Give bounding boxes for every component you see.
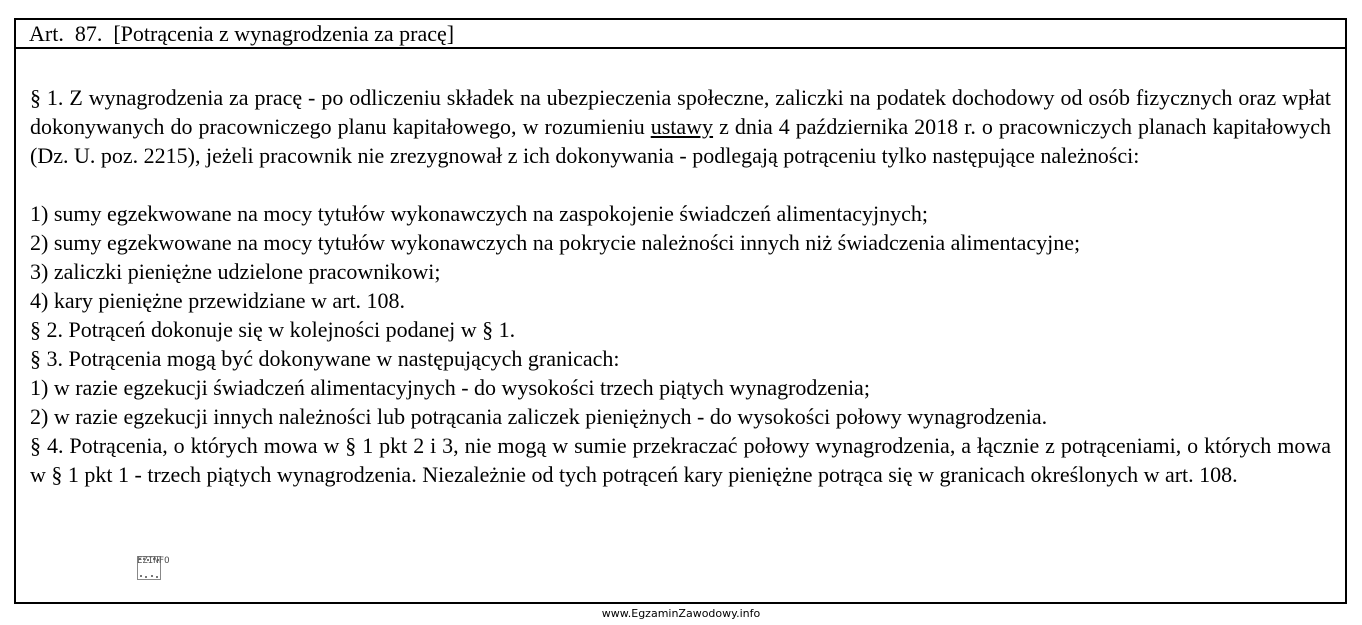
paragraph-1-text-b: z dnia 4 października 2018 r. o pracowniczych planach kapitałowych (Dz. U. poz. 2215), jeżeli pracownik nie zrezygnował z ich dokonywania - podlegają potrąceniu tylko następujące należności: — [30, 114, 1331, 168]
law-link[interactable]: ustawy — [650, 114, 714, 139]
list-item: 1) sumy egzekwowane na mocy tytułów wykonawczych na zaspokojenie świadczeń alimentacyjnych; — [30, 201, 929, 226]
paragraph-1 — [30, 83, 1331, 170]
list-item: 1) w razie egzekucji świadczeń alimentacyjnych - do wysokości trzech piątych wynagrodzenia; — [30, 375, 870, 400]
list-item: 4) kary pieniężne przewidziane w art. 108. — [30, 288, 406, 313]
paragraph-4: § 4. Potrącenia, o których mowa w § 1 pkt 2 i 3, nie mogą w sumie przekraczać połowy wynagrodzenia, a łącznie z potrąceniami, o których mowa w § 1 pkt 1 - trzech piątych wynagrodzenia. Niezależnie od tych potrąceń kary pieniężne potrąca się w granicach określonych w art. 108. — [30, 433, 1331, 487]
article-title: Art. 87. [Potrącenia z wynagrodzenia za pracę] — [16, 20, 1345, 49]
list-item: 2) w razie egzekucji innych należności lub potrącania zaliczek pieniężnych - do wysokości połowy wynagrodzenia. — [30, 404, 1048, 429]
spacer — [30, 170, 1331, 199]
paragraph-1-text-a: § 1. Z wynagrodzenia za pracę - po odliczeniu składek na ubezpieczenia społeczne, zaliczki na podatek dochodowy od osób fizycznych oraz wpłat dokonywanych do pracowniczego planu kapitałowego, w rozumieniu — [30, 85, 1331, 139]
paragraph-3: § 3. Potrącenia mogą być dokonywane w następujących granicach: — [30, 346, 620, 371]
list-item: 2) sumy egzekwowane na mocy tytułów wykonawczych na pokrycie należności innych niż świadczenia alimentacyjne; — [30, 230, 1081, 255]
ezinfo-stamp-icon — [137, 556, 170, 580]
footer-url[interactable]: www.EgzaminZawodowy.info — [601, 607, 761, 620]
article-frame — [14, 18, 1347, 604]
article-content — [30, 83, 1331, 489]
paragraph-2: § 2. Potrąceń dokonuje się w kolejności podanej w § 1. — [30, 317, 516, 342]
stamp-label: EZINFO — [137, 556, 170, 566]
list-item: 3) zaliczki pieniężne udzielone pracownikowi; — [30, 259, 441, 284]
